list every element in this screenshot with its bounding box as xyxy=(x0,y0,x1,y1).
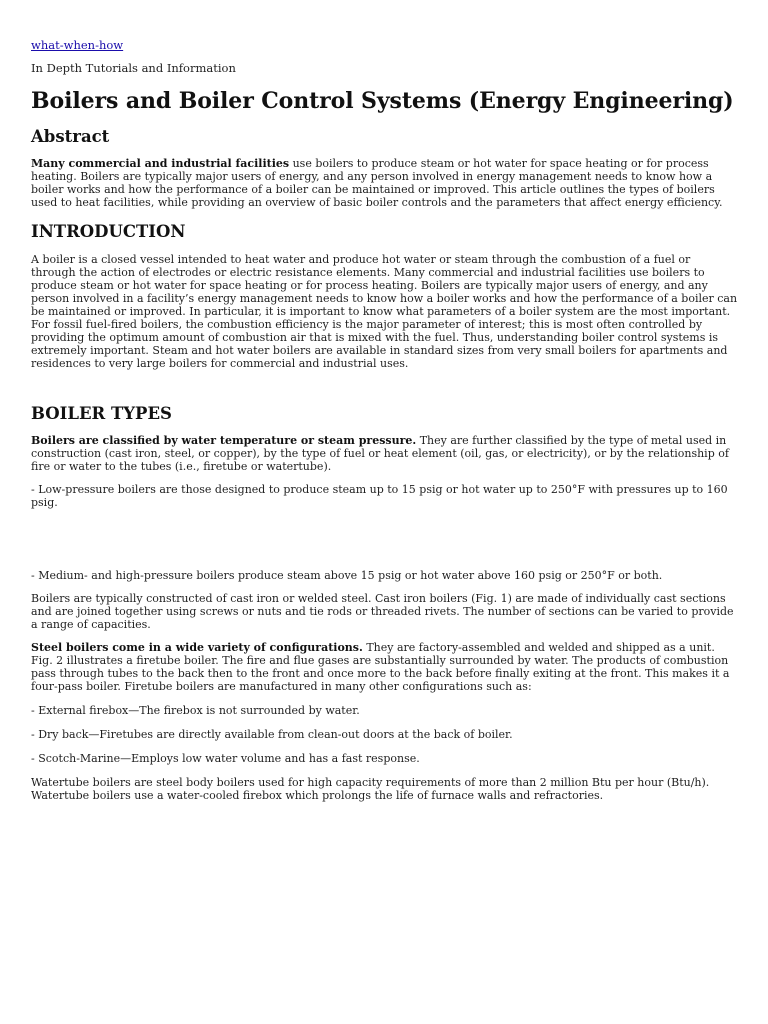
config-item-dry-back: - Dry back—Firetubes are directly available from clean-out doors at the back of boiler. xyxy=(31,728,513,741)
introduction-heading: INTRODUCTION xyxy=(31,222,186,241)
site-home-link[interactable]: what-when-how xyxy=(31,38,124,52)
low-pressure-item: - Low-pressure boilers are those designed to produce steam up to 15 psig or hot water up to 250°F with pressures up to 160 psig. xyxy=(31,483,728,509)
classification-paragraph xyxy=(31,434,738,473)
steel-boilers-paragraph xyxy=(31,641,738,693)
abstract-heading: Abstract xyxy=(31,127,110,146)
abstract-body: use boilers to produce steam or hot water for space heating or for process heating. Boilers are typically major users of energy, and any person involved in energy management needs to know how a boiler works and how the performance of a boiler can be maintained or improved. This article outlines the types of boilers used to heat facilities, while providing an overview of basic boiler controls and the parameters that affect energy efficiency. xyxy=(31,157,723,209)
medium-high-pressure-item: - Medium- and high-pressure boilers produce steam above 15 psig or hot water above 160 psig or 250°F or both. xyxy=(31,569,663,582)
site-tagline: In Depth Tutorials and Information xyxy=(31,61,236,75)
classification-lead: Boilers are classified by water temperature or steam pressure. xyxy=(31,434,417,447)
abstract-paragraph xyxy=(31,157,738,209)
config-item-scotch-marine: - Scotch-Marine—Employs low water volume and has a fast response. xyxy=(31,752,420,765)
classification-body: They are further classified by the type of metal used in construction (cast iron, steel, or copper), by the type of fuel or heat element (oil, gas, or electricity), or by the relationship of fire or water to the tubes (i.e., firetube or watertube). xyxy=(31,434,729,473)
steel-boilers-body: They are factory-assembled and welded and shipped as a unit. Fig. 2 illustrates a firetube boiler. The fire and flue gases are substantially surrounded by water. The products of combustion pass through tubes to the back then to the front and once more to the back before finally exiting at the front. This makes it a four-pass boiler. Firetube boilers are manufactured in many other configurations such as: xyxy=(31,641,730,693)
introduction-paragraph: A boiler is a closed vessel intended to heat water and produce hot water or steam through the combustion of a fuel or through the action of electrodes or electric resistance elements. Many commercial and industrial facilities use boilers to produce steam or hot water for space heating or for process heating. Boilers are typically major users of energy, and any person involved in a facility’s energy management needs to know how a boiler works and how the performance of a boiler can be maintained or improved. In particular, it is important to know what parameters of a boiler system are the most important. For fossil fuel-fired boilers, the combustion efficiency is the major parameter of interest; this is most often controlled by providing the optimum amount of combustion air that is mixed with the fuel. Thus, understanding boiler control systems is extremely important. Steam and hot water boilers are available in standard sizes from very small boilers for apartments and residences to very large boilers for commercial and industrial uses. xyxy=(31,253,738,370)
steel-boilers-lead: Steel boilers come in a wide variety of configurations. xyxy=(31,641,363,654)
article-title: Boilers and Boiler Control Systems (Energy Engineering) xyxy=(31,88,734,114)
watertube-paragraph: Watertube boilers are steel body boilers used for high capacity requirements of more than 2 million Btu per hour (Btu/h). Watertube boilers use a water-cooled firebox which prolongs the life of furnace walls and refractories. xyxy=(31,776,710,802)
config-item-external-firebox: - External firebox—The firebox is not surrounded by water. xyxy=(31,704,360,717)
cast-iron-paragraph: Boilers are typically constructed of cast iron or welded steel. Cast iron boilers (Fig. 1) are made of individually cast sections and are joined together using screws or nuts and tie rods or threaded rivets. The number of sections can be varied to provide a range of capacities. xyxy=(31,592,734,631)
abstract-lead: Many commercial and industrial facilities xyxy=(31,157,290,170)
boiler-types-heading: BOILER TYPES xyxy=(31,404,172,423)
